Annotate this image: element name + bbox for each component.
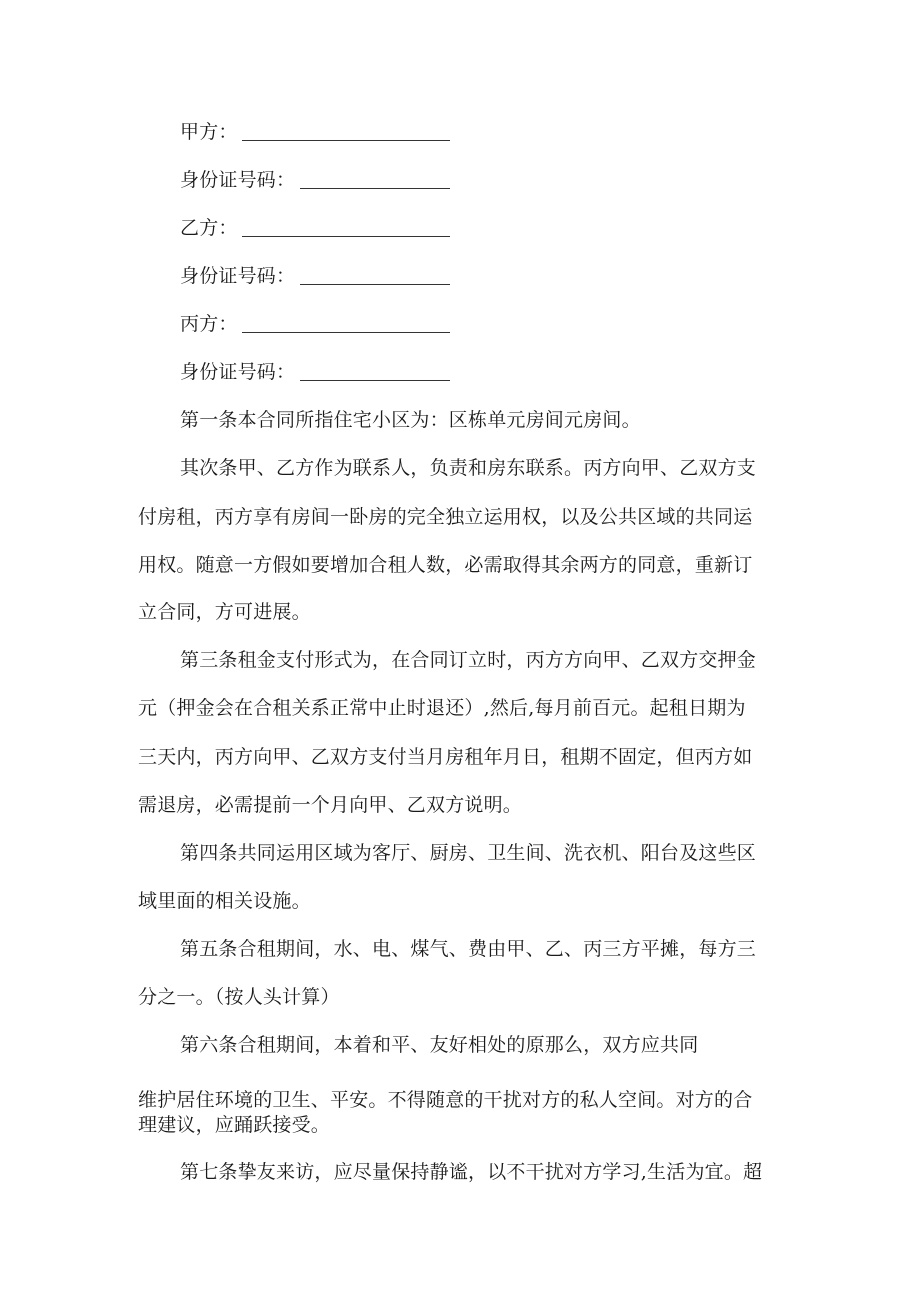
party-a-label: 甲方： — [180, 121, 238, 143]
article-3-line-1: 第三条租金支付形式为，在合同订立时，丙方方向甲、乙双方交押金 — [180, 649, 757, 671]
article-6-line-3: 理建议，应踊跃接受。 — [138, 1114, 331, 1136]
party-a-id-label: 身份证号码： — [180, 169, 296, 191]
party-b-id-field[interactable] — [300, 284, 450, 285]
article-6-line-1: 第六条合租期间，本着和平、友好相处的原那么，双方应共同 — [180, 1034, 699, 1056]
article-2-line-4: 立合同，方可进展。 — [138, 601, 311, 623]
article-2-line-1: 其次条甲、乙方作为联系人，负责和房东联系。丙方向甲、乙双方支 — [180, 457, 757, 479]
article-4-line-2: 域里面的相关设施。 — [138, 890, 311, 912]
party-c-field[interactable] — [242, 332, 450, 333]
article-7-line-1: 第七条挚友来访，应尽量保持静谧，以不干扰对方学习,生活为宜。超 — [180, 1161, 763, 1183]
article-6-line-2: 维护居住环境的卫生、平安。不得随意的干扰对方的私人空间。对方的合 — [138, 1089, 753, 1111]
party-b-label: 乙方： — [180, 217, 238, 239]
party-c-id-label: 身份证号码： — [180, 361, 296, 383]
party-a-field[interactable] — [242, 140, 450, 141]
article-2-line-2: 付房租，丙方享有房间一卧房的完全独立运用权，以及公共区域的共同运 — [138, 506, 753, 528]
party-c-label: 丙方： — [180, 313, 238, 335]
article-3-line-2: 元（押金会在合租关系正常中止时退还）,然后,每月前百元。起租日期为 — [138, 697, 746, 719]
article-5-line-1: 第五条合租期间，水、电、煤气、费由甲、乙、丙三方平摊，每方三 — [180, 938, 757, 960]
article-3-line-3: 三天内，丙方向甲、乙双方支付当月房租年月日，租期不固定，但丙方如 — [138, 746, 753, 768]
article-3-line-4: 需退房，必需提前一个月向甲、乙双方说明。 — [138, 794, 523, 816]
party-b-id-label: 身份证号码： — [180, 265, 296, 287]
article-1: 第一条本合同所指住宅小区为：区栋单元房间元房间。 — [180, 409, 641, 431]
article-2-line-3: 用权。随意一方假如要增加合租人数，必需取得其余两方的同意，重新订 — [138, 554, 753, 576]
party-a-id-field[interactable] — [300, 188, 450, 189]
party-b-field[interactable] — [242, 236, 450, 237]
article-5-line-2: 分之一。（按人头计算） — [138, 986, 340, 1008]
article-4-line-1: 第四条共同运用区域为客厅、厨房、卫生间、洗衣机、阳台及这些区 — [180, 842, 757, 864]
party-c-id-field[interactable] — [300, 380, 450, 381]
